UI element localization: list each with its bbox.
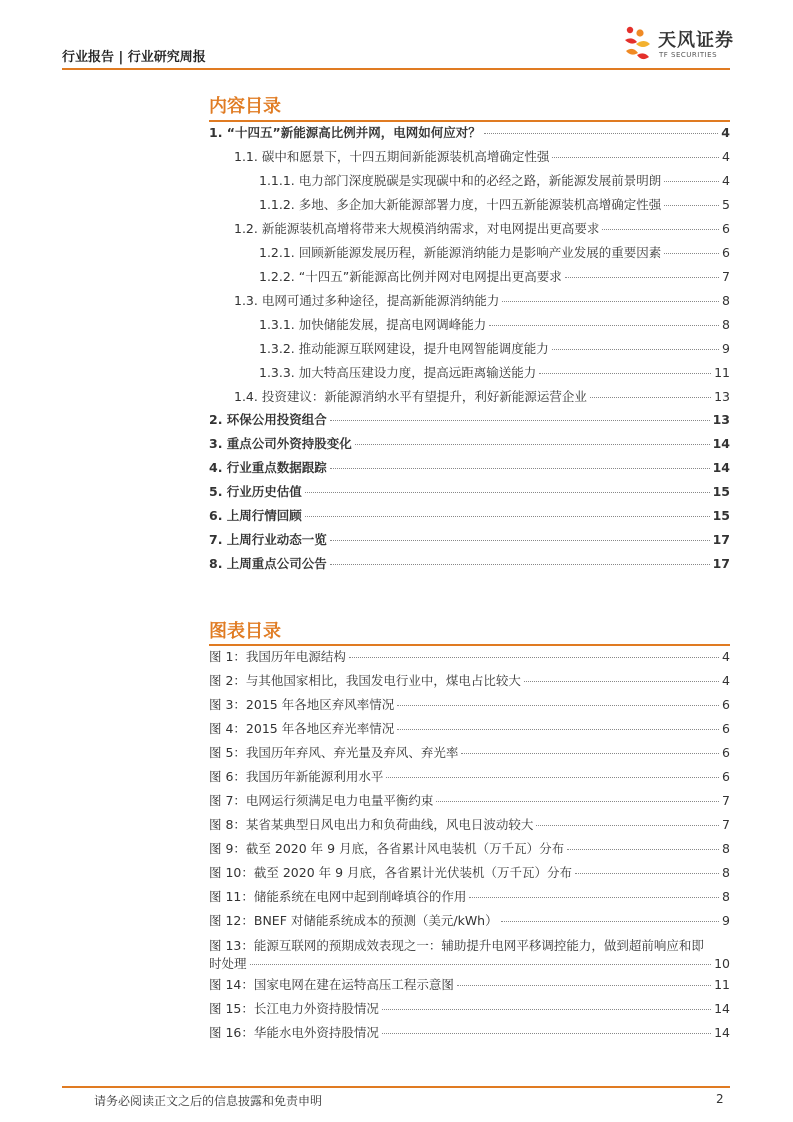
figure-leader-dots xyxy=(397,705,719,706)
figure-leader-dots xyxy=(386,777,719,778)
figure-item[interactable] xyxy=(209,937,730,973)
toc-item-page: 5 xyxy=(722,197,730,212)
toc-item-page: 7 xyxy=(722,269,730,284)
toc-item-page: 13 xyxy=(714,389,730,404)
header-divider xyxy=(62,68,730,70)
toc-item-label: 7. 上周行业动态一览 xyxy=(209,532,327,547)
toc-item-label: 1.2.1. 回顾新能源发展历程，新能源消纳能力是影响产业发展的重要因素 xyxy=(259,245,662,260)
figure-item[interactable] xyxy=(209,673,730,689)
toc-item-page: 15 xyxy=(712,484,730,499)
page-number: 2 xyxy=(716,1092,724,1106)
toc-leader-dots xyxy=(664,205,719,206)
figure-item-page: 7 xyxy=(722,817,730,832)
figure-item-label: 图 5：我国历年弃风、弃光量及弃风、弃光率 xyxy=(209,745,459,760)
figure-item[interactable] xyxy=(209,793,730,809)
toc-item[interactable] xyxy=(234,221,730,237)
toc-leader-dots xyxy=(602,229,719,230)
toc-item[interactable] xyxy=(209,532,730,548)
toc-item-page: 17 xyxy=(712,532,730,547)
figures-title-divider xyxy=(209,644,730,646)
figure-item-page: 9 xyxy=(722,913,730,928)
toc-item-page: 4 xyxy=(722,149,730,164)
figure-item-page: 14 xyxy=(714,1001,730,1016)
figure-item[interactable] xyxy=(209,649,730,665)
figure-item-label: 图 14：国家电网在建在运特高压工程示意图 xyxy=(209,977,454,992)
figure-item-page: 11 xyxy=(714,977,730,992)
toc-item[interactable] xyxy=(209,484,730,500)
figure-leader-dots xyxy=(382,1009,711,1010)
toc-item-page: 11 xyxy=(714,365,730,380)
toc-item[interactable] xyxy=(209,436,730,452)
figure-leader-dots xyxy=(524,681,719,682)
figure-item-page: 6 xyxy=(722,721,730,736)
figure-item[interactable] xyxy=(209,745,730,761)
figure-item[interactable] xyxy=(209,889,730,905)
logo-subtext: TF SECURITIES xyxy=(659,51,718,59)
figure-item-label: 图 3：2015 年各地区弃风率情况 xyxy=(209,697,395,712)
toc-leader-dots xyxy=(539,373,711,374)
figure-item-page: 6 xyxy=(722,769,730,784)
toc-leader-dots xyxy=(305,492,710,493)
figure-item-label: 图 8：某省某典型日风电出力和负荷曲线，风电日波动较大 xyxy=(209,817,534,832)
figure-item-page: 6 xyxy=(722,745,730,760)
toc-item[interactable] xyxy=(209,412,730,428)
figure-item-page: 8 xyxy=(722,841,730,856)
toc-item-label: 1.3.2. 推动能源互联网建设，提升电网智能调度能力 xyxy=(259,341,549,356)
toc-item-page: 6 xyxy=(722,221,730,236)
figure-item-label: 图 6：我国历年新能源利用水平 xyxy=(209,769,384,784)
toc-item-label: 1.2. 新能源装机高增将带来大规模消纳需求，对电网提出更高要求 xyxy=(234,221,600,236)
toc-item-label: 1.4. 投资建议：新能源消纳水平有望提升，利好新能源运营企业 xyxy=(234,389,587,404)
figure-item-label: 图 2：与其他国家相比，我国发电行业中，煤电占比较大 xyxy=(209,673,521,688)
report-category: 行业报告 | 行业研究周报 xyxy=(62,50,206,65)
toc-item[interactable] xyxy=(234,293,730,309)
figure-item-label: 图 15：长江电力外资持股情况 xyxy=(209,1001,379,1016)
logo-text: 天风证券 xyxy=(658,30,734,51)
toc-item[interactable] xyxy=(209,508,730,524)
toc-leader-dots xyxy=(484,133,719,134)
toc-item-label: 1.3.1. 加快储能发展，提高电网调峰能力 xyxy=(259,317,487,332)
toc-item-page: 4 xyxy=(722,173,730,188)
figure-leader-dots xyxy=(575,873,719,874)
toc-title: 内容目录 xyxy=(209,96,281,117)
figure-item-label: 图 1：我国历年电源结构 xyxy=(209,649,346,664)
figure-item-label: 图 4：2015 年各地区弃光率情况 xyxy=(209,721,395,736)
figure-leader-dots xyxy=(461,753,719,754)
figure-item[interactable] xyxy=(209,1001,730,1017)
toc-item-page: 6 xyxy=(722,245,730,260)
figure-leader-dots xyxy=(382,1033,711,1034)
toc-item[interactable] xyxy=(209,125,730,141)
toc-leader-dots xyxy=(552,349,719,350)
figure-item-label: 图 7：电网运行须满足电力电量平衡约束 xyxy=(209,793,434,808)
figure-leader-dots xyxy=(501,921,719,922)
figure-item[interactable] xyxy=(209,913,730,929)
toc-item-label: 5. 行业历史估值 xyxy=(209,484,302,499)
toc-item-label: 1.3. 电网可通过多种途径，提高新能源消纳能力 xyxy=(234,293,500,308)
toc-leader-dots xyxy=(330,420,710,421)
figure-item[interactable] xyxy=(209,721,730,737)
figure-item-page: 7 xyxy=(722,793,730,808)
figure-leader-dots xyxy=(250,964,712,965)
toc-item[interactable] xyxy=(259,341,730,357)
toc-item-page: 13 xyxy=(712,412,730,427)
footer-divider xyxy=(62,1086,730,1088)
figure-item-page: 14 xyxy=(714,1025,730,1040)
toc-item-page: 14 xyxy=(712,460,730,475)
toc-leader-dots xyxy=(330,468,710,469)
toc-leader-dots xyxy=(330,540,710,541)
figure-item-label: 图 9：截至 2020 年 9 月底，各省累计风电装机（万千瓦）分布 xyxy=(209,841,565,856)
toc-leader-dots xyxy=(552,157,719,158)
figure-leader-dots xyxy=(567,849,719,850)
figure-item-page: 10 xyxy=(714,956,730,971)
footer-disclaimer: 请务必阅读正文之后的信息披露和免责申明 xyxy=(94,1094,323,1108)
figure-item-page: 4 xyxy=(722,649,730,664)
figure-item-label: 图 11：储能系统在电网中起到削峰填谷的作用 xyxy=(209,889,467,904)
toc-leader-dots xyxy=(355,444,710,445)
toc-leader-dots xyxy=(330,564,710,565)
figure-leader-dots xyxy=(457,985,711,986)
figure-item-page: 8 xyxy=(722,889,730,904)
toc-item-page: 8 xyxy=(722,317,730,332)
tf-logo-icon xyxy=(622,24,652,64)
toc-item-label: 1.3.3. 加大特高压建设力度，提高远距离输送能力 xyxy=(259,365,537,380)
figure-item-page: 6 xyxy=(722,697,730,712)
toc-item-label: 2. 环保公用投资组合 xyxy=(209,412,327,427)
toc-leader-dots xyxy=(565,277,719,278)
toc-item-label: 1.2.2. “十四五”新能源高比例并网对电网提出更高要求 xyxy=(259,269,562,284)
toc-item-page: 9 xyxy=(722,341,730,356)
figure-item-label: 图 16：华能水电外资持股情况 xyxy=(209,1025,379,1040)
toc-item-page: 14 xyxy=(712,436,730,451)
toc-item-page: 17 xyxy=(712,556,730,571)
toc-title-divider xyxy=(209,120,730,122)
toc-item-label: 1.1.1. 电力部门深度脱碳是实现碳中和的必经之路，新能源发展前景明朗 xyxy=(259,173,662,188)
figure-leader-dots xyxy=(469,897,719,898)
figure-item-page: 8 xyxy=(722,865,730,880)
figure-item-label-cont: 时处理 xyxy=(209,956,247,971)
toc-item-page: 15 xyxy=(712,508,730,523)
toc-leader-dots xyxy=(502,301,719,302)
figure-leader-dots xyxy=(536,825,719,826)
toc-item[interactable] xyxy=(259,317,730,333)
toc-item[interactable] xyxy=(209,460,730,476)
toc-item-label: 4. 行业重点数据跟踪 xyxy=(209,460,327,475)
figure-item-label: 图 13：能源互联网的预期成效表现之一：辅助提升电网平移调控能力，做到超前响应和即 xyxy=(209,938,704,953)
figure-item[interactable] xyxy=(209,865,730,881)
figures-title: 图表目录 xyxy=(209,621,281,642)
toc-item-label: 8. 上周重点公司公告 xyxy=(209,556,327,571)
figure-leader-dots xyxy=(349,657,719,658)
toc-item[interactable] xyxy=(259,269,730,285)
company-logo xyxy=(622,24,742,68)
toc-item[interactable] xyxy=(259,365,730,381)
figure-item[interactable] xyxy=(209,817,730,833)
figure-item-page: 4 xyxy=(722,673,730,688)
toc-item[interactable] xyxy=(209,556,730,572)
figure-item[interactable] xyxy=(209,697,730,713)
toc-item[interactable] xyxy=(234,149,730,165)
toc-leader-dots xyxy=(664,253,719,254)
toc-item[interactable] xyxy=(234,389,730,405)
toc-leader-dots xyxy=(590,397,711,398)
figure-item[interactable] xyxy=(209,1025,730,1041)
toc-item-label: 1.1. 碳中和愿景下，十四五期间新能源装机高增确定性强 xyxy=(234,149,550,164)
figure-item[interactable] xyxy=(209,841,730,857)
toc-item[interactable] xyxy=(259,173,730,189)
toc-item-label: 1. “十四五”新能源高比例并网，电网如何应对？ xyxy=(209,125,481,140)
toc-item[interactable] xyxy=(259,197,730,213)
toc-item-label: 3. 重点公司外资持股变化 xyxy=(209,436,352,451)
toc-leader-dots xyxy=(664,181,719,182)
toc-item-label: 6. 上周行情回顾 xyxy=(209,508,302,523)
figure-item[interactable] xyxy=(209,977,730,993)
toc-leader-dots xyxy=(305,516,710,517)
toc-leader-dots xyxy=(489,325,719,326)
toc-item[interactable] xyxy=(259,245,730,261)
toc-item-page: 4 xyxy=(721,125,730,140)
toc-item-page: 8 xyxy=(722,293,730,308)
figure-item-label: 图 12：BNEF 对储能系统成本的预测（美元/kWh） xyxy=(209,913,498,928)
figure-leader-dots xyxy=(397,729,719,730)
figure-leader-dots xyxy=(436,801,719,802)
toc-item-label: 1.1.2. 多地、多企加大新能源部署力度，十四五新能源装机高增确定性强 xyxy=(259,197,662,212)
figure-item-label: 图 10：截至 2020 年 9 月底，各省累计光伏装机（万千瓦）分布 xyxy=(209,865,573,880)
figure-item[interactable] xyxy=(209,769,730,785)
